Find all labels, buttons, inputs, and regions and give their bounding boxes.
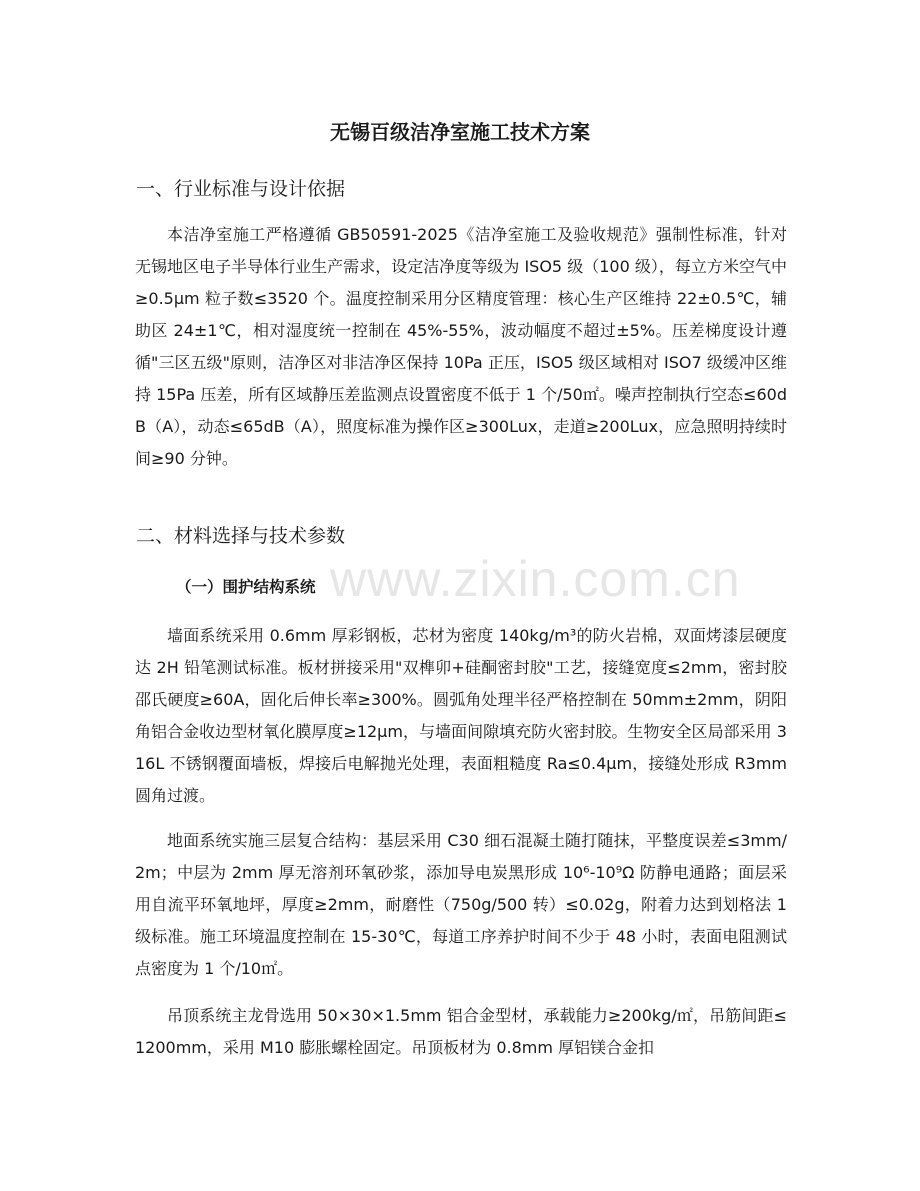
- section-heading-2: 二、材料选择与技术参数: [136, 525, 346, 547]
- ceiling-system-paragraph: 吊顶系统主龙骨选用 50×30×1.5mm 铝合金型材，承载能力≥200kg/㎡，吊筋间距≤1200mm，采用 M10 膨胀螺栓固定。吊顶板材为 0.8mm 厚铝镁合金扣: [135, 1006, 787, 1057]
- section-heading-1: 一、行业标准与设计依据: [136, 178, 346, 200]
- wall-system-paragraph: 墙面系统采用 0.6mm 厚彩钢板，芯材为密度 140kg/m³的防火岩棉，双面烤漆层硬度达 2H 铅笔测试标准。板材拼接采用"双榫卯+硅酮密封胶"工艺，接缝宽度≤2mm，密封胶邵氏硬度≥60A，固化后伸长率≥300%。圆弧角处理半径严格控制在 50mm±2mm，阴阳角铝合金收边型材氧化膜厚度≥12μm，与墙面间隙填充防火密封胶。生物安全区局部采用 316L 不锈钢覆面墙板，焊接后电解抛光处理，表面粗糙度 Ra≤0.4μm，接缝处形成 R3mm 圆角过渡。: [135, 626, 787, 805]
- watermark: www.zixin.com.cn: [330, 551, 741, 607]
- floor-system-paragraph: 地面系统实施三层复合结构：基层采用 C30 细石混凝土随打随抹，平整度误差≤3mm/2m；中层为 2mm 厚无溶剂环氧砂浆，添加导电炭黑形成 10⁶-10⁹Ω 防静电通路；面层采用自流平环氧地坪，厚度≥2mm，耐磨性（750g/500 转）≤0.02g，附着力达到划格法 1 级标准。施工环境温度控制在 15-30℃，每道工序养护时间不少于 48 小时，表面电阻测试点密度为 1 个/10㎡。: [135, 831, 787, 978]
- section-1-paragraph: 本洁净室施工严格遵循 GB50591-2025《洁净室施工及验收规范》强制性标准，针对无锡地区电子半导体行业生产需求，设定洁净度等级为 ISO5 级（100 级），每立方米空气中≥0.5μm 粒子数≤3520 个。温度控制采用分区精度管理：核心生产区维持 22±0.5℃，辅助区 24±1℃，相对湿度统一控制在 45%-55%，波动幅度不超过±5%。压差梯度设计遵循"三区五级"原则，洁净区对非洁净区保持 10Pa 正压，ISO5 级区域相对 ISO7 级缓冲区维持 15Pa 压差，所有区域静压差监测点设置密度不低于 1 个/50㎡。噪声控制执行空态≤60dB（A），动态≤65dB（A），照度标准为操作区≥300Lux，走道≥200Lux，应急照明持续时间≥90 分钟。: [135, 225, 787, 468]
- document-title: 无锡百级洁净室施工技术方案: [330, 120, 590, 144]
- subsection-heading-enclosure: （一）围护结构系统: [176, 578, 316, 596]
